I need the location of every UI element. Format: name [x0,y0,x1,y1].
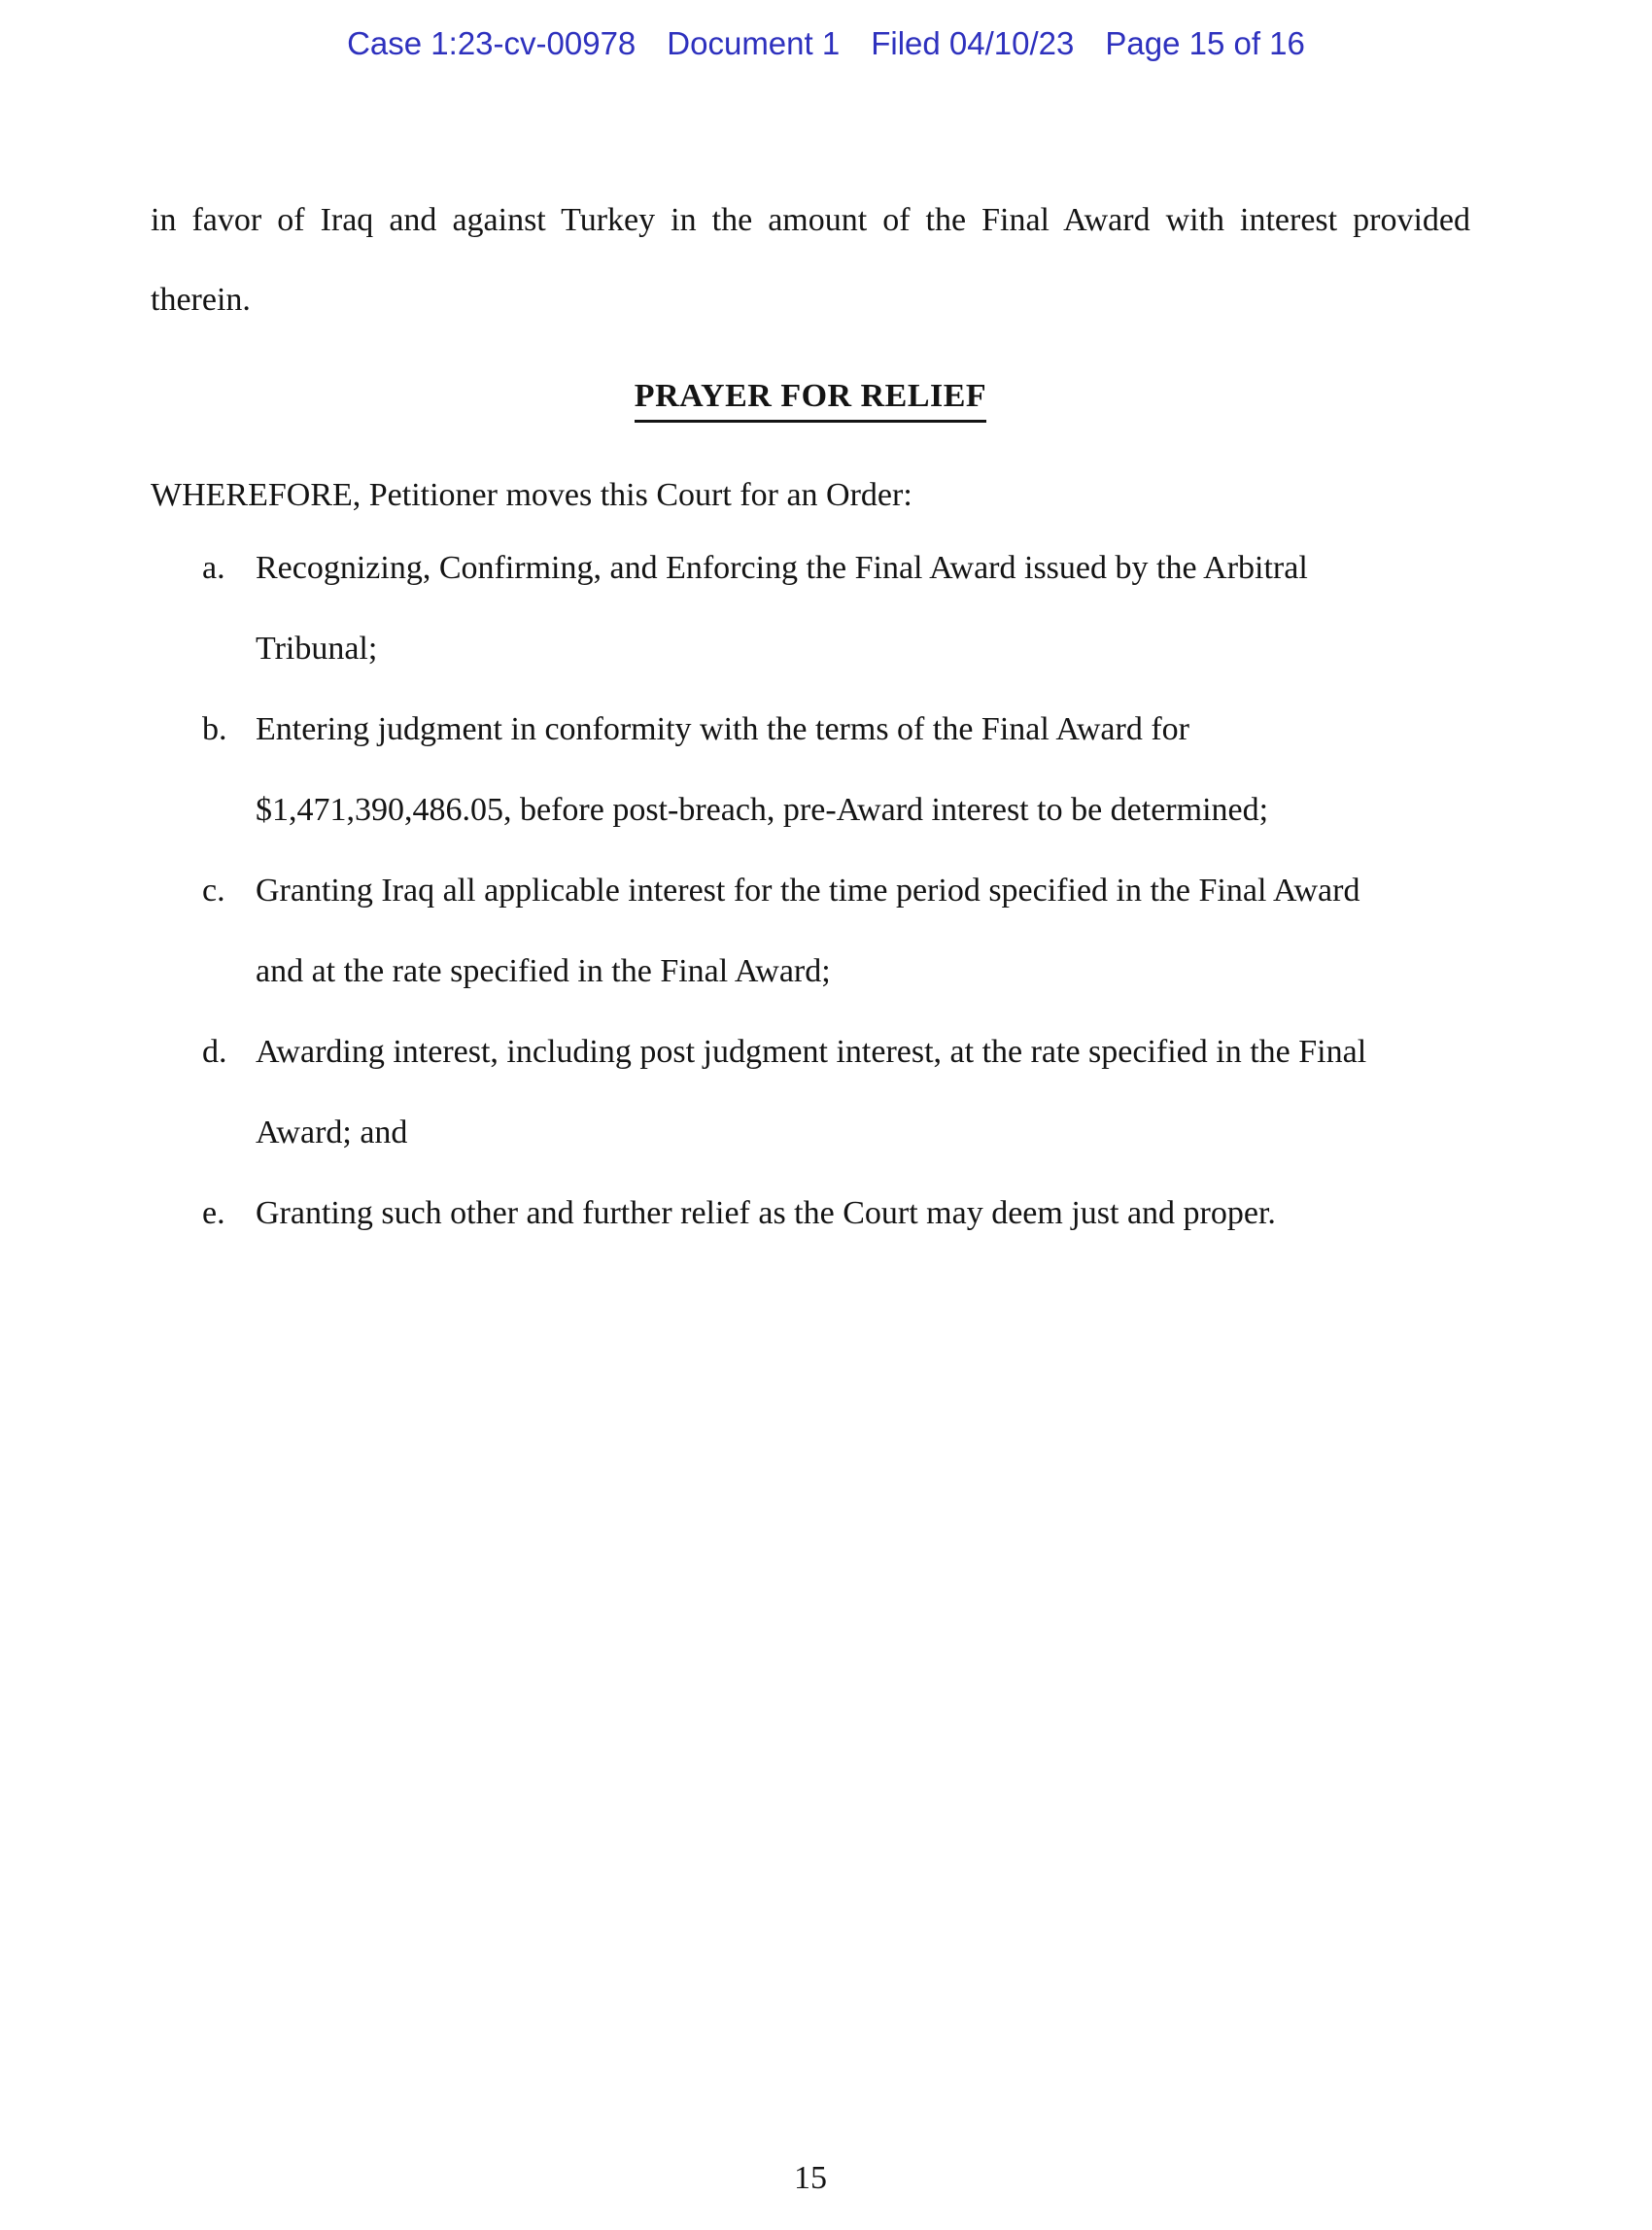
relief-item-e-line-1: Granting such other and further relief as the Court may deem just and proper. [256,1195,1276,1231]
relief-item-c-line-1: Granting Iraq all applicable interest for the time period specified in the Final Award [256,873,1360,909]
relief-item-b-line-2: $1,471,390,486.05, before post-breach, pre-Award interest to be determined; [256,792,1269,828]
relief-item-a-line-2: Tribunal; [256,631,378,667]
list-marker-b: b. [202,711,227,747]
case-number: Case 1:23-cv-00978 [347,25,637,61]
list-marker-c: c. [202,873,225,909]
case-stamp-header [0,24,1652,63]
section-heading [151,376,1470,423]
document-number: Document 1 [667,25,841,61]
relief-item-b-line-1: Entering judgment in conformity with the terms of the Final Award for [256,711,1189,747]
section-heading-text: PRAYER FOR RELIEF [635,376,986,423]
body-paragraph-line: therein. [151,282,251,318]
relief-item-a-line-1: Recognizing, Confirming, and Enforcing the Final Award issued by the Arbitral [256,550,1308,586]
relief-item-d-line-1: Awarding interest, including post judgment interest, at the rate specified in the Final [256,1034,1367,1070]
list-marker-a: a. [202,550,225,586]
relief-item-d-line-2: Award; and [256,1115,408,1150]
list-marker-e: e. [202,1195,225,1231]
page-number: 15 [794,2160,827,2196]
page-indicator: Page 15 of 16 [1105,25,1305,61]
wherefore-clause: WHEREFORE, Petitioner moves this Court for an Order: [151,477,912,513]
body-paragraph-line: in favor of Iraq and against Turkey in the amount of the Final Award with interest provided [151,202,1470,238]
relief-item-c-line-2: and at the rate specified in the Final Award; [256,953,831,989]
filing-date: Filed 04/10/23 [871,25,1075,61]
list-marker-d: d. [202,1034,227,1070]
